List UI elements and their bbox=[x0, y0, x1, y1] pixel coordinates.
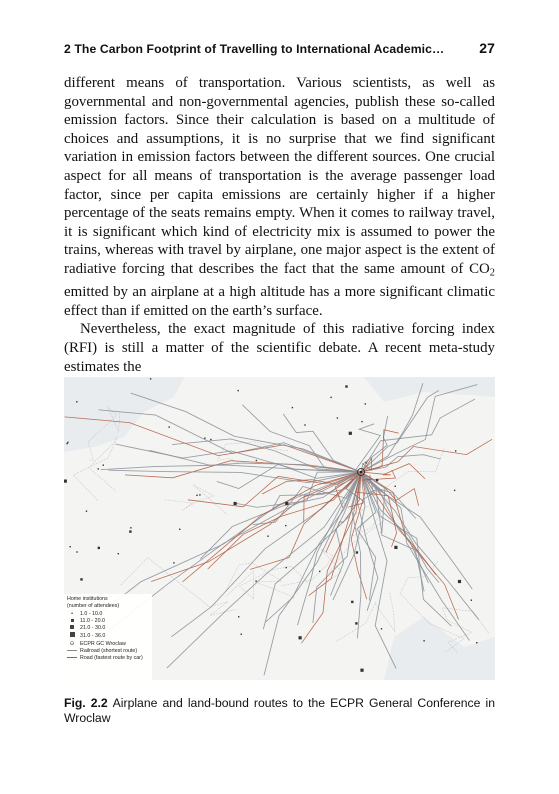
rail-route bbox=[361, 455, 441, 472]
institution-marker bbox=[80, 578, 82, 580]
paragraph-1-part-a: different means of transportation. Various scientists, as well as governmental and non-governmental agencies, publish these so-called emission factors. Since their calculation is based on a multitude of choices and assumptions, it is no surprise that we find significant variation in emission factors between the different sources. One crucial aspect for all means of transportation is the average passenger load factor, since per capita emissions are certainly higher if a higher percentage of the seats remains empty. When it comes to railway travel, it is significant which kind of electricity mix is assumed to power the trains, whereas with travel by airplane, one major aspect is the extent of radiative forcing that describes the fact that the same amount of CO bbox=[64, 75, 495, 277]
institution-marker bbox=[381, 628, 382, 629]
figure-label: Fig. 2.2 bbox=[64, 696, 108, 710]
institution-marker bbox=[210, 439, 211, 440]
legend-item: 11.0 - 20.0 bbox=[67, 618, 152, 625]
institution-marker bbox=[360, 669, 363, 672]
sea-area bbox=[384, 617, 495, 680]
sea-area bbox=[364, 377, 495, 402]
institution-marker bbox=[130, 527, 131, 528]
legend-item: Road (fastest route by car) bbox=[67, 655, 152, 662]
rail-route bbox=[361, 472, 479, 620]
institution-marker bbox=[471, 600, 472, 601]
institution-marker bbox=[173, 562, 174, 563]
large-square-icon bbox=[67, 632, 77, 640]
country-border bbox=[165, 485, 227, 515]
institution-marker bbox=[179, 529, 180, 530]
institution-marker bbox=[150, 378, 151, 379]
target-icon: ⊙ bbox=[69, 640, 75, 647]
institution-marker bbox=[169, 426, 170, 427]
institution-marker bbox=[256, 460, 257, 461]
institution-marker bbox=[118, 553, 119, 554]
institution-marker bbox=[330, 397, 331, 398]
institution-marker bbox=[454, 490, 455, 491]
institution-marker bbox=[70, 546, 71, 547]
running-head bbox=[64, 40, 495, 56]
rail-route bbox=[361, 399, 475, 472]
institution-marker bbox=[64, 480, 67, 483]
institution-marker bbox=[455, 450, 456, 451]
sea-area bbox=[64, 377, 184, 452]
institution-marker bbox=[267, 536, 268, 537]
institution-marker bbox=[76, 401, 77, 402]
institution-marker bbox=[234, 502, 237, 505]
rail-route bbox=[283, 414, 361, 472]
institution-marker bbox=[98, 547, 100, 549]
page-number: 27 bbox=[479, 40, 495, 56]
institution-marker bbox=[238, 390, 239, 391]
institution-marker bbox=[356, 551, 358, 553]
institution-marker bbox=[66, 443, 67, 444]
institution-marker bbox=[196, 495, 197, 496]
institution-marker bbox=[255, 580, 256, 581]
legend-title: Home institutions bbox=[67, 596, 108, 602]
institution-marker bbox=[365, 462, 366, 463]
institution-marker bbox=[76, 551, 77, 552]
institution-marker bbox=[423, 640, 424, 641]
road-route bbox=[151, 472, 361, 582]
country-border bbox=[226, 566, 307, 599]
country-border bbox=[337, 593, 395, 642]
co2-subscript: 2 bbox=[489, 267, 495, 279]
legend-item: ⊙ ECPR GC Wroclaw bbox=[67, 641, 152, 648]
institution-marker bbox=[337, 417, 338, 418]
institution-marker bbox=[458, 580, 461, 583]
institution-marker bbox=[365, 403, 366, 404]
institution-marker bbox=[351, 601, 353, 603]
paragraph-1-part-b: emitted by an airplane at a high altitude has a more significant climatic effect than if emitted on the earth’s surface. bbox=[64, 284, 495, 319]
institution-marker bbox=[395, 486, 396, 487]
body-text bbox=[64, 74, 495, 376]
institution-marker bbox=[292, 407, 293, 408]
institution-marker bbox=[86, 511, 87, 512]
institution-marker bbox=[199, 494, 200, 495]
caption-text: Airplane and land-bound routes to the ECPR General Conference in Wroclaw bbox=[64, 696, 495, 726]
institution-marker bbox=[299, 636, 302, 639]
institution-marker bbox=[98, 468, 99, 469]
institution-marker bbox=[349, 432, 352, 435]
road-line-icon bbox=[67, 655, 77, 662]
institution-marker bbox=[319, 571, 320, 572]
route-map-figure bbox=[64, 377, 495, 680]
small-square-icon bbox=[67, 618, 77, 625]
institution-marker bbox=[361, 421, 362, 422]
legend-item: 21.0 - 30.0 bbox=[67, 625, 152, 632]
rail-route bbox=[361, 385, 477, 472]
conference-marker-center bbox=[360, 471, 362, 473]
road-route bbox=[301, 472, 361, 643]
institution-marker bbox=[241, 634, 242, 635]
map-legend bbox=[64, 594, 152, 680]
institution-marker bbox=[204, 438, 205, 439]
institution-marker bbox=[103, 465, 104, 466]
legend-item: • 1.0 - 10.0 bbox=[67, 611, 152, 618]
institution-marker bbox=[304, 424, 305, 425]
institution-marker bbox=[285, 525, 286, 526]
institution-marker bbox=[394, 546, 397, 549]
chapter-title: 2 The Carbon Footprint of Travelling to International Academic… bbox=[64, 42, 445, 56]
paragraph-1 bbox=[64, 74, 495, 320]
legend-item: Railroad (shortest route) bbox=[67, 648, 152, 655]
legend-item: 31.0 - 36.0 bbox=[67, 632, 152, 640]
institution-marker bbox=[355, 622, 357, 624]
institution-marker bbox=[286, 567, 287, 568]
institution-marker bbox=[345, 385, 347, 387]
institution-marker bbox=[376, 479, 378, 481]
paragraph-2: Nevertheless, the exact magnitude of this radiative forcing index (RFI) is still a matter of the scientific debate. A recent meta-study estimates the bbox=[64, 321, 495, 375]
legend-subtitle: (number of attendees) bbox=[67, 603, 120, 610]
institution-marker bbox=[67, 442, 68, 443]
institution-marker bbox=[238, 616, 239, 617]
small-dot-icon: • bbox=[71, 610, 73, 617]
institution-marker bbox=[476, 642, 477, 643]
medium-square-icon bbox=[67, 625, 77, 632]
institution-marker bbox=[129, 530, 131, 532]
figure-caption bbox=[64, 696, 495, 727]
rail-route bbox=[361, 472, 396, 669]
institution-marker bbox=[285, 502, 288, 505]
rail-line-icon bbox=[67, 648, 77, 655]
